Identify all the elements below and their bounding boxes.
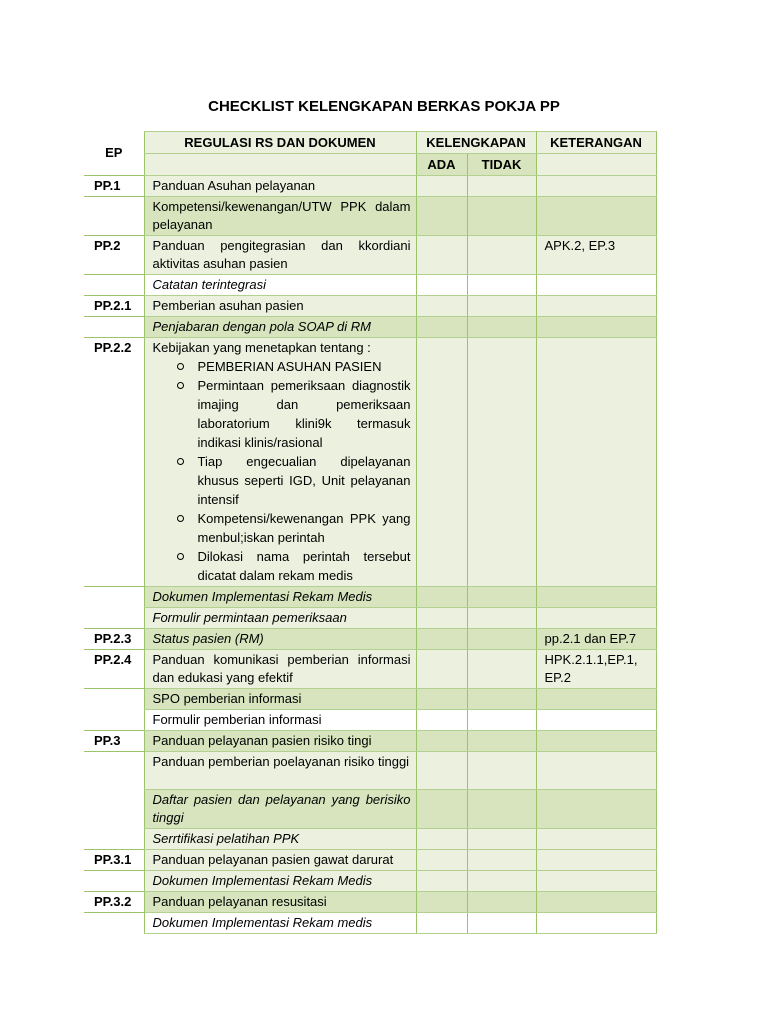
document-item: Panduan pelayanan resusitasi bbox=[144, 892, 416, 913]
ada-cell bbox=[416, 892, 467, 913]
document-item: Dokumen Implementasi Rekam medis bbox=[144, 913, 416, 934]
ada-cell bbox=[416, 650, 467, 689]
ada-cell bbox=[416, 850, 467, 871]
keterangan-cell bbox=[536, 608, 656, 629]
document-item: Dokumen Implementasi Rekam Medis bbox=[144, 871, 416, 892]
tidak-cell bbox=[467, 338, 536, 587]
ep-code bbox=[84, 275, 144, 296]
ada-cell bbox=[416, 587, 467, 608]
table-row bbox=[84, 689, 656, 710]
header-regulasi-blank bbox=[144, 154, 416, 176]
document-item: Panduan pemberian poelayanan risiko tinggi bbox=[144, 752, 416, 790]
ep-code bbox=[84, 710, 144, 731]
ada-cell bbox=[416, 197, 467, 236]
table-row bbox=[84, 731, 656, 752]
ada-cell bbox=[416, 176, 467, 197]
table-row bbox=[84, 275, 656, 296]
tidak-cell bbox=[467, 176, 536, 197]
ep-code: PP.1 bbox=[84, 176, 144, 197]
policy-heading: Kebijakan yang menetapkan tentang : bbox=[152, 340, 371, 355]
keterangan-cell bbox=[536, 710, 656, 731]
bullet-item: PEMBERIAN ASUHAN PASIEN bbox=[173, 357, 411, 376]
ada-cell bbox=[416, 317, 467, 338]
keterangan-cell bbox=[536, 317, 656, 338]
document-item: Formulir permintaan pemeriksaan bbox=[144, 608, 416, 629]
document-item: Panduan pelayanan pasien gawat darurat bbox=[144, 850, 416, 871]
tidak-cell bbox=[467, 629, 536, 650]
document-item bbox=[144, 338, 416, 587]
table-row bbox=[84, 871, 656, 892]
document-item: Panduan Asuhan pelayanan bbox=[144, 176, 416, 197]
tidak-cell bbox=[467, 236, 536, 275]
ada-cell bbox=[416, 275, 467, 296]
keterangan-cell: APK.2, EP.3 bbox=[536, 236, 656, 275]
document-item: SPO pemberian informasi bbox=[144, 689, 416, 710]
header-ada: ADA bbox=[416, 154, 467, 176]
ada-cell bbox=[416, 236, 467, 275]
document-item: Pemberian asuhan pasien bbox=[144, 296, 416, 317]
tidak-cell bbox=[467, 850, 536, 871]
tidak-cell bbox=[467, 650, 536, 689]
table-row bbox=[84, 850, 656, 871]
ep-code: PP.2.1 bbox=[84, 296, 144, 317]
ada-cell bbox=[416, 689, 467, 710]
document-item: Panduan komunikasi pemberian informasi dan edukasi yang efektif bbox=[144, 650, 416, 689]
document-item: Status pasien (RM) bbox=[144, 629, 416, 650]
table-row bbox=[84, 710, 656, 731]
ada-cell bbox=[416, 790, 467, 829]
header-ep: EP bbox=[105, 145, 123, 161]
ep-code bbox=[84, 871, 144, 892]
keterangan-cell bbox=[536, 197, 656, 236]
bullet-item: Tiap engecualian dipelayanan khusus seperti IGD, Unit pelayanan intensif bbox=[173, 452, 411, 509]
table-row bbox=[84, 197, 656, 236]
table-row bbox=[84, 176, 656, 197]
ada-cell bbox=[416, 871, 467, 892]
ada-cell bbox=[416, 629, 467, 650]
keterangan-cell bbox=[536, 871, 656, 892]
ada-cell bbox=[416, 296, 467, 317]
ep-code bbox=[84, 587, 144, 608]
ep-code: PP.3.2 bbox=[84, 892, 144, 913]
keterangan-cell bbox=[536, 892, 656, 913]
table-row bbox=[84, 629, 656, 650]
document-item: Dokumen Implementasi Rekam Medis bbox=[144, 587, 416, 608]
table-row bbox=[84, 296, 656, 317]
ep-code: PP.3.1 bbox=[84, 850, 144, 871]
table-row bbox=[84, 608, 656, 629]
ada-cell bbox=[416, 913, 467, 934]
tidak-cell bbox=[467, 913, 536, 934]
tidak-cell bbox=[467, 608, 536, 629]
ep-code: PP.2.2 bbox=[84, 338, 144, 587]
table-row bbox=[84, 752, 656, 790]
header-keterangan-blank bbox=[536, 154, 656, 176]
ada-cell bbox=[416, 608, 467, 629]
ep-code bbox=[84, 790, 144, 829]
ep-code bbox=[84, 829, 144, 850]
document-item: Serrtifikasi pelatihan PPK bbox=[144, 829, 416, 850]
tidak-cell bbox=[467, 296, 536, 317]
keterangan-cell bbox=[536, 275, 656, 296]
ada-cell bbox=[416, 338, 467, 587]
ep-code bbox=[84, 317, 144, 338]
table-row bbox=[84, 317, 656, 338]
tidak-cell bbox=[467, 197, 536, 236]
ep-code: PP.2.4 bbox=[84, 650, 144, 689]
tidak-cell bbox=[467, 317, 536, 338]
table-row bbox=[84, 587, 656, 608]
table-row bbox=[84, 790, 656, 829]
keterangan-cell bbox=[536, 296, 656, 317]
page-title: CHECKLIST KELENGKAPAN BERKAS POKJA PP bbox=[208, 98, 560, 115]
ada-cell bbox=[416, 731, 467, 752]
tidak-cell bbox=[467, 790, 536, 829]
table-row bbox=[84, 338, 656, 587]
document-item: Kompetensi/kewenangan/UTW PPK dalam pelayanan bbox=[144, 197, 416, 236]
ep-code bbox=[84, 689, 144, 710]
keterangan-cell: pp.2.1 dan EP.7 bbox=[536, 629, 656, 650]
table-row bbox=[84, 829, 656, 850]
keterangan-cell bbox=[536, 176, 656, 197]
bullet-item: Permintaan pemeriksaan diagnostik imajing dan pemeriksaan laboratorium klini9k termasuk indikasi klinis/rasional bbox=[173, 376, 411, 452]
document-item: Formulir pemberian informasi bbox=[144, 710, 416, 731]
ada-cell bbox=[416, 710, 467, 731]
ep-code: PP.2 bbox=[84, 236, 144, 275]
document-item: Catatan terintegrasi bbox=[144, 275, 416, 296]
ep-code bbox=[84, 608, 144, 629]
tidak-cell bbox=[467, 731, 536, 752]
ep-code bbox=[84, 913, 144, 934]
tidak-cell bbox=[467, 710, 536, 731]
ada-cell bbox=[416, 752, 467, 790]
bullet-item: Dilokasi nama perintah tersebut dicatat dalam rekam medis bbox=[173, 547, 411, 585]
tidak-cell bbox=[467, 829, 536, 850]
checklist-table bbox=[84, 131, 657, 934]
document-item: Panduan pengitegrasian dan kkordiani aktivitas asuhan pasien bbox=[144, 236, 416, 275]
tidak-cell bbox=[467, 275, 536, 296]
tidak-cell bbox=[467, 752, 536, 790]
ada-cell bbox=[416, 829, 467, 850]
keterangan-cell bbox=[536, 338, 656, 587]
tidak-cell bbox=[467, 689, 536, 710]
header-tidak: TIDAK bbox=[467, 154, 536, 176]
ep-code: PP.2.3 bbox=[84, 629, 144, 650]
keterangan-cell bbox=[536, 850, 656, 871]
ep-code: PP.3 bbox=[84, 731, 144, 752]
table-row bbox=[84, 913, 656, 934]
keterangan-cell bbox=[536, 587, 656, 608]
document-item: Penjabaran dengan pola SOAP di RM bbox=[144, 317, 416, 338]
keterangan-cell: HPK.2.1.1,EP.1, EP.2 bbox=[536, 650, 656, 689]
table-row bbox=[84, 236, 656, 275]
keterangan-cell bbox=[536, 829, 656, 850]
keterangan-cell bbox=[536, 752, 656, 790]
table-row bbox=[84, 650, 656, 689]
keterangan-cell bbox=[536, 913, 656, 934]
keterangan-cell bbox=[536, 790, 656, 829]
tidak-cell bbox=[467, 892, 536, 913]
tidak-cell bbox=[467, 587, 536, 608]
document-item: Panduan pelayanan pasien risiko tingi bbox=[144, 731, 416, 752]
header-kelengkapan: KELENGKAPAN bbox=[416, 132, 536, 154]
keterangan-cell bbox=[536, 689, 656, 710]
ep-code bbox=[84, 752, 144, 790]
bullet-item: Kompetensi/kewenangan PPK yang menbul;iskan perintah bbox=[173, 509, 411, 547]
ep-code bbox=[84, 197, 144, 236]
policy-bullet-list bbox=[153, 357, 411, 585]
keterangan-cell bbox=[536, 731, 656, 752]
document-item: Daftar pasien dan pelayanan yang berisiko tinggi bbox=[144, 790, 416, 829]
header-regulasi: REGULASI RS DAN DOKUMEN bbox=[144, 132, 416, 154]
table-row bbox=[84, 892, 656, 913]
tidak-cell bbox=[467, 871, 536, 892]
header-keterangan: KETERANGAN bbox=[536, 132, 656, 154]
